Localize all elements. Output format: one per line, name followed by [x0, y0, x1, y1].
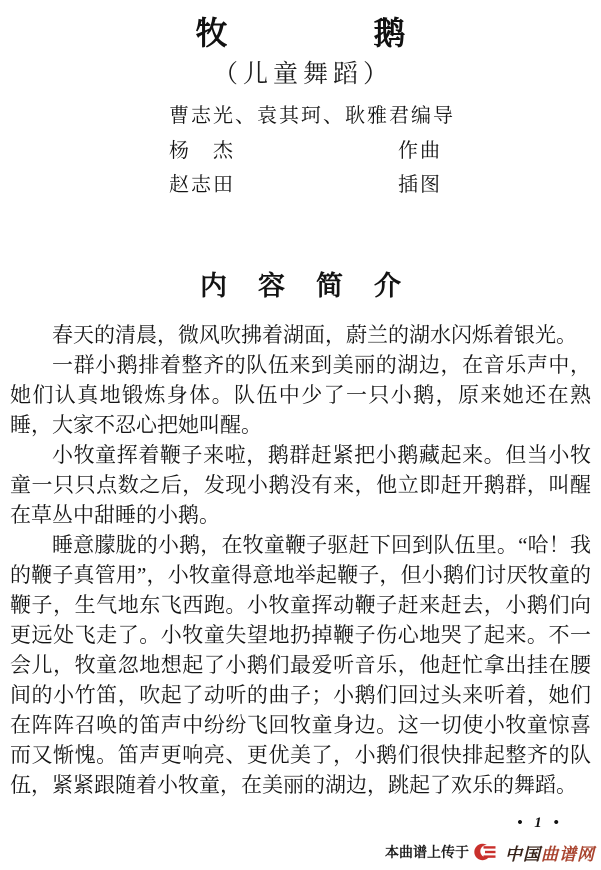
page-number: • 1 •: [517, 815, 563, 831]
subtitle-text: （儿童舞蹈）: [212, 61, 393, 88]
body-paragraph: 小牧童挥着鞭子来啦，鹅群赶紧把小鹅藏起来。但当小牧童一只只点数之后，发现小鹅没有来，他立即赶开鹅群，叫醒在草丛中甜睡的小鹅。: [10, 443, 591, 527]
body-paragraph: 睡意朦胧的小鹅，在牧童鞭子驱赶下回到队伍里。“哈！我的鞭子真管用”，小牧童得意地举起鞭子，但小鹅们讨厌牧童的鞭子，生气地东飞西跑。小牧童挥动鞭子赶来赶去，小鹅们向更远处飞走了。小牧童失望地扔掉鞭子伤心地哭了起来。不一会儿，牧童忽地想起了小鹅们最爱听音乐，他赶忙拿出挂在腰间的小竹笛，吹起了动听的曲子；小鹅们回过头来听着，她们在阵阵召唤的笛声中纷纷飞回牧童身边。这一切使小牧童惊喜而又惭愧。笛声更响亮、更优美了，小鹅们很快排起整齐的队伍，紧紧跟随着小牧童，在美丽的湖边，跳起了欢乐的舞蹈。: [10, 533, 591, 797]
composer-name: 杨 杰: [169, 139, 235, 162]
watermark: [385, 841, 595, 863]
credits-block: [169, 99, 460, 203]
credit-composer: [169, 134, 460, 169]
page-title-text: 牧鹅: [195, 15, 552, 51]
illustrator-name: 赵志田: [169, 174, 235, 196]
site-logo-icon: [474, 843, 500, 861]
composer-role: 作曲: [398, 139, 442, 162]
section-heading-text: 内容简介: [200, 271, 432, 301]
site-name-red: 曲谱网: [541, 844, 595, 864]
credit-illustrator: [169, 168, 460, 203]
body-paragraph: 春天的清晨，微风吹拂着湖面，蔚兰的湖水闪烁着银光。: [52, 323, 577, 347]
section-heading: [0, 264, 601, 303]
site-name: [505, 840, 595, 865]
illustrator-role: 插图: [398, 174, 442, 196]
subtitle: [0, 54, 601, 90]
body-paragraph: 一群小鹅排着整齐的队伍来到美丽的湖边，在音乐声中，她们认真地锻炼身体。队伍中少了一只小鹅，原来她还在熟睡，大家不忍心把她叫醒。: [10, 353, 591, 437]
credit-directors: 曹志光、袁其珂、耿雅君编导: [169, 105, 455, 127]
watermark-text: 本曲谱上传于: [385, 844, 469, 860]
page-title: [0, 8, 601, 54]
synopsis-body: [10, 320, 591, 800]
site-name-dark: 中国: [505, 844, 541, 864]
